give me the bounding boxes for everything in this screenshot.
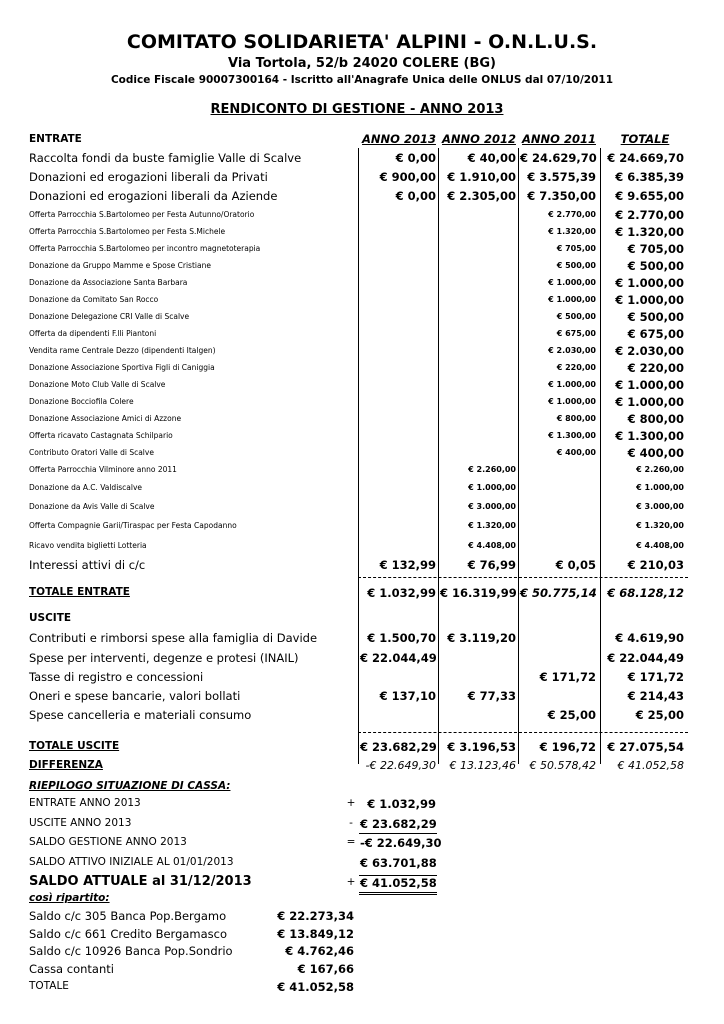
- cell-2011: € 171,72: [539, 670, 596, 684]
- riepilogo-value: € 1.032,99: [367, 797, 436, 811]
- cell-2013: € 22.044,49: [360, 651, 437, 665]
- diff-totale: € 41.052,58: [617, 759, 684, 772]
- entrate-row-label: Donazione da Avis Valle di Scalve: [29, 502, 155, 511]
- cell-2012: € 2.305,00: [447, 189, 516, 203]
- cell-2011: € 1.000,00: [548, 295, 596, 304]
- cell-totale: € 22.044,49: [607, 651, 684, 665]
- cell-totale: € 1.000,00: [615, 293, 684, 307]
- entrate-row-label: Offerta Parrocchia S.Bartolomeo per incontro magnetoterapia: [29, 244, 261, 253]
- cell-2011: € 675,00: [556, 329, 596, 338]
- cell-2013: € 137,10: [379, 689, 436, 703]
- col-2011: ANNO 2011: [522, 132, 596, 146]
- total-2012: € 16.319,99: [440, 586, 517, 600]
- total-2013: € 1.032,99: [367, 586, 436, 600]
- diff-2012: € 13.123,46: [449, 759, 516, 772]
- ripartito-value: € 4.762,46: [285, 944, 354, 958]
- riepilogo-label: SALDO ATTIVO INIZIALE AL 01/01/2013: [29, 856, 234, 868]
- cell-2013: € 132,99: [379, 558, 436, 572]
- cell-totale: € 6.385,39: [615, 170, 684, 184]
- cell-totale: € 1.320,00: [636, 521, 684, 530]
- entrate-row-label: Offerta Compagnie Garii/Tiraspac per Festa Capodanno: [29, 521, 237, 530]
- riepilogo-sign: -: [349, 817, 353, 829]
- report-title: RENDICONTO DI GESTIONE - ANNO 2013: [210, 102, 504, 117]
- uscite-row-label: Contributi e rimborsi spese alla famiglia di Davide: [29, 631, 318, 645]
- riepilogo-title: RIEPILOGO SITUAZIONE DI CASSA:: [29, 780, 231, 792]
- entrate-row-label: Donazione da A.C. Valdiscalve: [29, 483, 143, 492]
- riepilogo-value: € 23.682,29: [360, 817, 437, 831]
- cell-totale: € 4.408,00: [636, 541, 684, 550]
- ripartito-label: Saldo c/c 10926 Banca Pop.Sondrio: [29, 944, 233, 958]
- entrate-row-label: Donazione da Associazione Santa Barbara: [29, 278, 188, 287]
- riepilogo-sign: =: [346, 836, 356, 848]
- cell-totale: € 171,72: [627, 670, 684, 684]
- ripartito-value: € 167,66: [297, 962, 354, 976]
- cell-2012: € 40,00: [467, 151, 516, 165]
- org-title: COMITATO SOLIDARIETA' ALPINI - O.N.L.U.S.: [126, 31, 598, 53]
- uscite-row-label: Oneri e spese bancarie, valori bollati: [29, 689, 241, 703]
- riepilogo-label: USCITE ANNO 2013: [29, 817, 132, 829]
- cell-totale: € 2.260,00: [636, 465, 684, 474]
- cell-totale: € 1.000,00: [615, 378, 684, 392]
- total-2012: € 3.196,53: [447, 740, 516, 754]
- cell-2011: € 500,00: [556, 312, 596, 321]
- ripartito-value: € 22.273,34: [277, 909, 354, 923]
- cell-2012: € 3.000,00: [468, 502, 516, 511]
- col-2012: ANNO 2012: [442, 132, 516, 146]
- col-2013: ANNO 2013: [362, 132, 436, 146]
- cell-2013: € 900,00: [379, 170, 436, 184]
- saldo-attuale-label: SALDO ATTUALE al 31/12/2013: [29, 874, 252, 889]
- diff-2013: -€ 22.649,30: [365, 759, 436, 772]
- entrate-row-label: Donazione da Comitato San Rocco: [29, 295, 159, 304]
- total-totale: € 27.075,54: [607, 740, 684, 754]
- ripartito-label: Cassa contanti: [29, 962, 114, 976]
- uscite-heading: USCITE: [29, 612, 72, 624]
- entrate-row-label: Offerta Parrocchia S.Bartolomeo per Festa Autunno/Oratorio: [29, 210, 255, 219]
- entrate-row-label: Offerta da dipendenti F.lli Piantoni: [29, 329, 157, 338]
- saldo-attuale-sign: +: [346, 876, 356, 888]
- total-totale: € 68.128,12: [607, 586, 684, 600]
- riepilogo-label: ENTRATE ANNO 2013: [29, 797, 141, 809]
- totale-entrate-label: TOTALE ENTRATE: [29, 586, 130, 598]
- ripartito-label: TOTALE: [29, 980, 69, 992]
- entrate-row-label: Donazione Delegazione CRI Valle di Scalve: [29, 312, 190, 321]
- ripartito-label: Saldo c/c 305 Banca Pop.Bergamo: [29, 909, 227, 923]
- cell-totale: € 675,00: [627, 327, 684, 341]
- diff-2011: € 50.578,42: [529, 759, 596, 772]
- cell-totale: € 214,43: [627, 689, 684, 703]
- cell-2011: € 2.030,00: [548, 346, 596, 355]
- cell-2011: € 1.300,00: [548, 431, 596, 440]
- cell-2012: € 77,33: [467, 689, 516, 703]
- entrate-row-label: Offerta ricavato Castagnata Schilpario: [29, 431, 173, 440]
- cell-2011: € 7.350,00: [527, 189, 596, 203]
- saldo-attuale-value: € 41.052,58: [360, 876, 437, 890]
- cell-2012: € 1.320,00: [468, 521, 516, 530]
- entrate-row-label: Offerta Parrocchia S.Bartolomeo per Festa S.Michele: [29, 227, 226, 236]
- riepilogo-value: € 63.701,88: [360, 856, 437, 870]
- ripartito-title: così ripartito:: [29, 892, 110, 904]
- cell-2011: € 3.575,39: [527, 170, 596, 184]
- cell-2011: € 220,00: [556, 363, 596, 372]
- cell-2012: € 2.260,00: [468, 465, 516, 474]
- cell-2012: € 1.000,00: [468, 483, 516, 492]
- ripartito-value: € 41.052,58: [277, 980, 354, 994]
- cell-2012: € 4.408,00: [468, 541, 516, 550]
- ripartito-value: € 13.849,12: [277, 927, 354, 941]
- cell-2011: € 25,00: [547, 708, 596, 722]
- cell-totale: € 2.030,00: [615, 344, 684, 358]
- cell-2013: € 1.500,70: [367, 631, 436, 645]
- ripartito-label: Saldo c/c 661 Credito Bergamasco: [29, 927, 228, 941]
- entrate-row-label: Raccolta fondi da buste famiglie Valle di Scalve: [29, 151, 302, 165]
- cell-2011: € 1.000,00: [548, 380, 596, 389]
- cell-2012: € 76,99: [467, 558, 516, 572]
- entrate-row-label: Donazione da Gruppo Mamme e Spose Cristiane: [29, 261, 211, 270]
- cell-2011: € 2.770,00: [548, 210, 596, 219]
- entrate-row-label: Interessi attivi di c/c: [29, 558, 146, 572]
- entrate-row-label: Donazione Associazione Amici di Azzone: [29, 414, 182, 423]
- cell-2011: € 1.000,00: [548, 278, 596, 287]
- riepilogo-label: SALDO GESTIONE ANNO 2013: [29, 836, 187, 848]
- cell-totale: € 1.320,00: [615, 225, 684, 239]
- uscite-row-label: Spese cancelleria e materiali consumo: [29, 708, 252, 722]
- riepilogo-value: -€ 22.649,30: [360, 836, 442, 850]
- cell-2011: € 24.629,70: [520, 151, 597, 165]
- entrate-row-label: Vendita rame Centrale Dezzo (dipendenti Italgen): [29, 346, 216, 355]
- cell-totale: € 4.619,90: [615, 631, 684, 645]
- cell-2011: € 500,00: [556, 261, 596, 270]
- entrate-heading: ENTRATE: [29, 133, 82, 145]
- cell-totale: € 500,00: [627, 310, 684, 324]
- cell-2013: € 0,00: [395, 189, 436, 203]
- cell-totale: € 1.000,00: [636, 483, 684, 492]
- cell-totale: € 705,00: [627, 242, 684, 256]
- total-2011: € 196,72: [539, 740, 596, 754]
- cell-totale: € 2.770,00: [615, 208, 684, 222]
- cell-2011: € 0,05: [555, 558, 596, 572]
- cell-totale: € 400,00: [627, 446, 684, 460]
- entrate-row-label: Donazioni ed erogazioni liberali da Privati: [29, 170, 268, 184]
- total-2013: € 23.682,29: [360, 740, 437, 754]
- cell-totale: € 1.300,00: [615, 429, 684, 443]
- total-2011: € 50.775,14: [520, 586, 597, 600]
- uscite-row-label: Spese per interventi, degenze e protesi (INAIL): [29, 651, 299, 665]
- entrate-row-label: Donazione Associazione Sportiva Figli di Caniggia: [29, 363, 215, 372]
- entrate-row-label: Donazioni ed erogazioni liberali da Aziende: [29, 189, 278, 203]
- uscite-row-label: Tasse di registro e concessioni: [29, 670, 204, 684]
- cell-totale: € 24.669,70: [607, 151, 684, 165]
- fiscal-info: Codice Fiscale 90007300164 - Iscritto all'Anagrafe Unica delle ONLUS dal 07/10/2011: [110, 74, 614, 86]
- cell-2011: € 1.320,00: [548, 227, 596, 236]
- cell-2011: € 800,00: [556, 414, 596, 423]
- col-totale: TOTALE: [620, 132, 670, 146]
- cell-2011: € 400,00: [556, 448, 596, 457]
- entrate-row-label: Offerta Parrocchia Vilminore anno 2011: [29, 465, 177, 474]
- cell-totale: € 220,00: [627, 361, 684, 375]
- cell-totale: € 25,00: [635, 708, 684, 722]
- cell-totale: € 3.000,00: [636, 502, 684, 511]
- entrate-row-label: Donazione Moto Club Valle di Scalve: [29, 380, 166, 389]
- entrate-row-label: Ricavo vendita biglietti Lotteria: [29, 541, 147, 550]
- cell-totale: € 1.000,00: [615, 395, 684, 409]
- differenza-label: DIFFERENZA: [29, 759, 103, 771]
- org-address: Via Tortola, 52/b 24020 COLERE (BG): [228, 56, 496, 71]
- cell-totale: € 1.000,00: [615, 276, 684, 290]
- entrate-row-label: Donazione Bocciofila Colere: [29, 397, 134, 406]
- cell-totale: € 500,00: [627, 259, 684, 273]
- cell-2012: € 1.910,00: [447, 170, 516, 184]
- totale-uscite-label: TOTALE USCITE: [29, 740, 120, 752]
- cell-2011: € 1.000,00: [548, 397, 596, 406]
- entrate-row-label: Contributo Oratori Valle di Scalve: [29, 448, 154, 457]
- riepilogo-sign: +: [346, 797, 356, 809]
- cell-totale: € 210,03: [627, 558, 684, 572]
- cell-2011: € 705,00: [556, 244, 596, 253]
- cell-totale: € 800,00: [627, 412, 684, 426]
- cell-2013: € 0,00: [395, 151, 436, 165]
- cell-2012: € 3.119,20: [447, 631, 516, 645]
- cell-totale: € 9.655,00: [615, 189, 684, 203]
